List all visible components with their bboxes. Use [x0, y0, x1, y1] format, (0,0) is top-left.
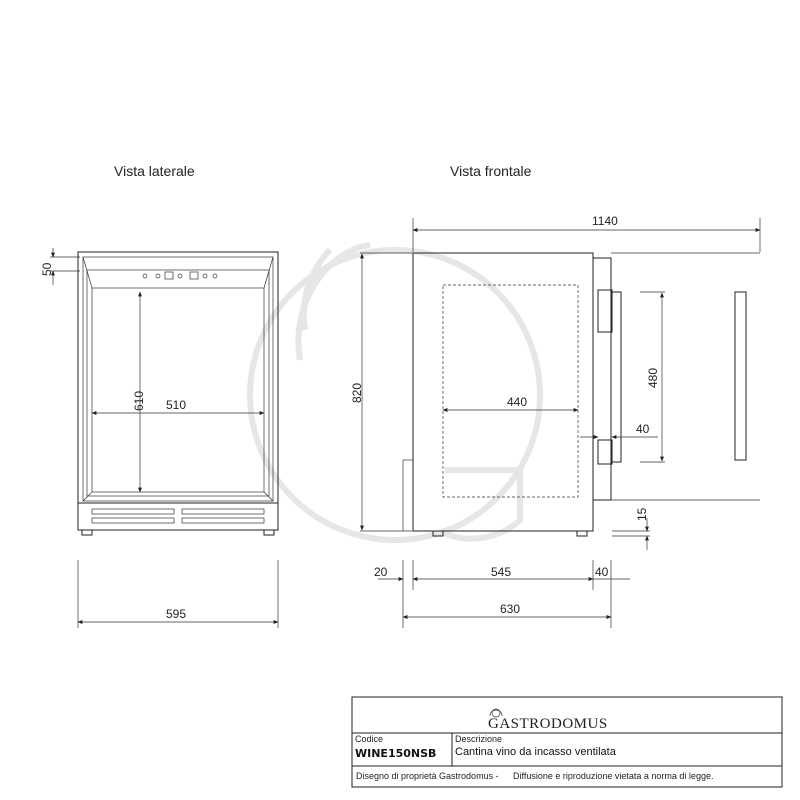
footer-copyright: Diffusione e riproduzione vietata a norma di legge.: [513, 771, 714, 781]
dim-side-inner-width: 510: [166, 398, 187, 412]
code-label: Codice: [355, 734, 384, 744]
side-view-title: Vista laterale: [114, 163, 195, 179]
footer-ownership: Disegno di proprietà Gastrodomus -: [356, 771, 499, 781]
description-label: Descrizione: [455, 734, 503, 744]
front-view-drawing: [403, 253, 760, 536]
dim-handle-depth: 40: [636, 422, 650, 436]
side-dimension-lines: [50, 248, 278, 628]
dim-back-gap: 20: [374, 565, 388, 579]
front-dimension-lines: [360, 218, 760, 628]
brand-name: GASTRODOMUS: [488, 716, 608, 732]
dim-side-total-width: 595: [166, 607, 187, 621]
dim-foot: 15: [635, 507, 649, 521]
code-value: WINE150NSB: [355, 747, 437, 760]
dim-door-depth: 40: [595, 565, 609, 579]
dim-front-total: 1140: [592, 214, 618, 228]
dim-side-top: 50: [40, 262, 54, 276]
dim-side-height: 610: [132, 390, 146, 411]
dim-front-height: 820: [350, 382, 364, 403]
watermark-logo: [250, 245, 540, 540]
dim-front-inner-width: 440: [507, 395, 528, 409]
dim-body-depth: 545: [491, 565, 512, 579]
description-value: Cantina vino da incasso ventilata: [455, 746, 616, 758]
dim-total-depth: 630: [500, 602, 521, 616]
dim-handle-height: 480: [646, 367, 660, 388]
front-view-title: Vista frontale: [450, 163, 532, 179]
